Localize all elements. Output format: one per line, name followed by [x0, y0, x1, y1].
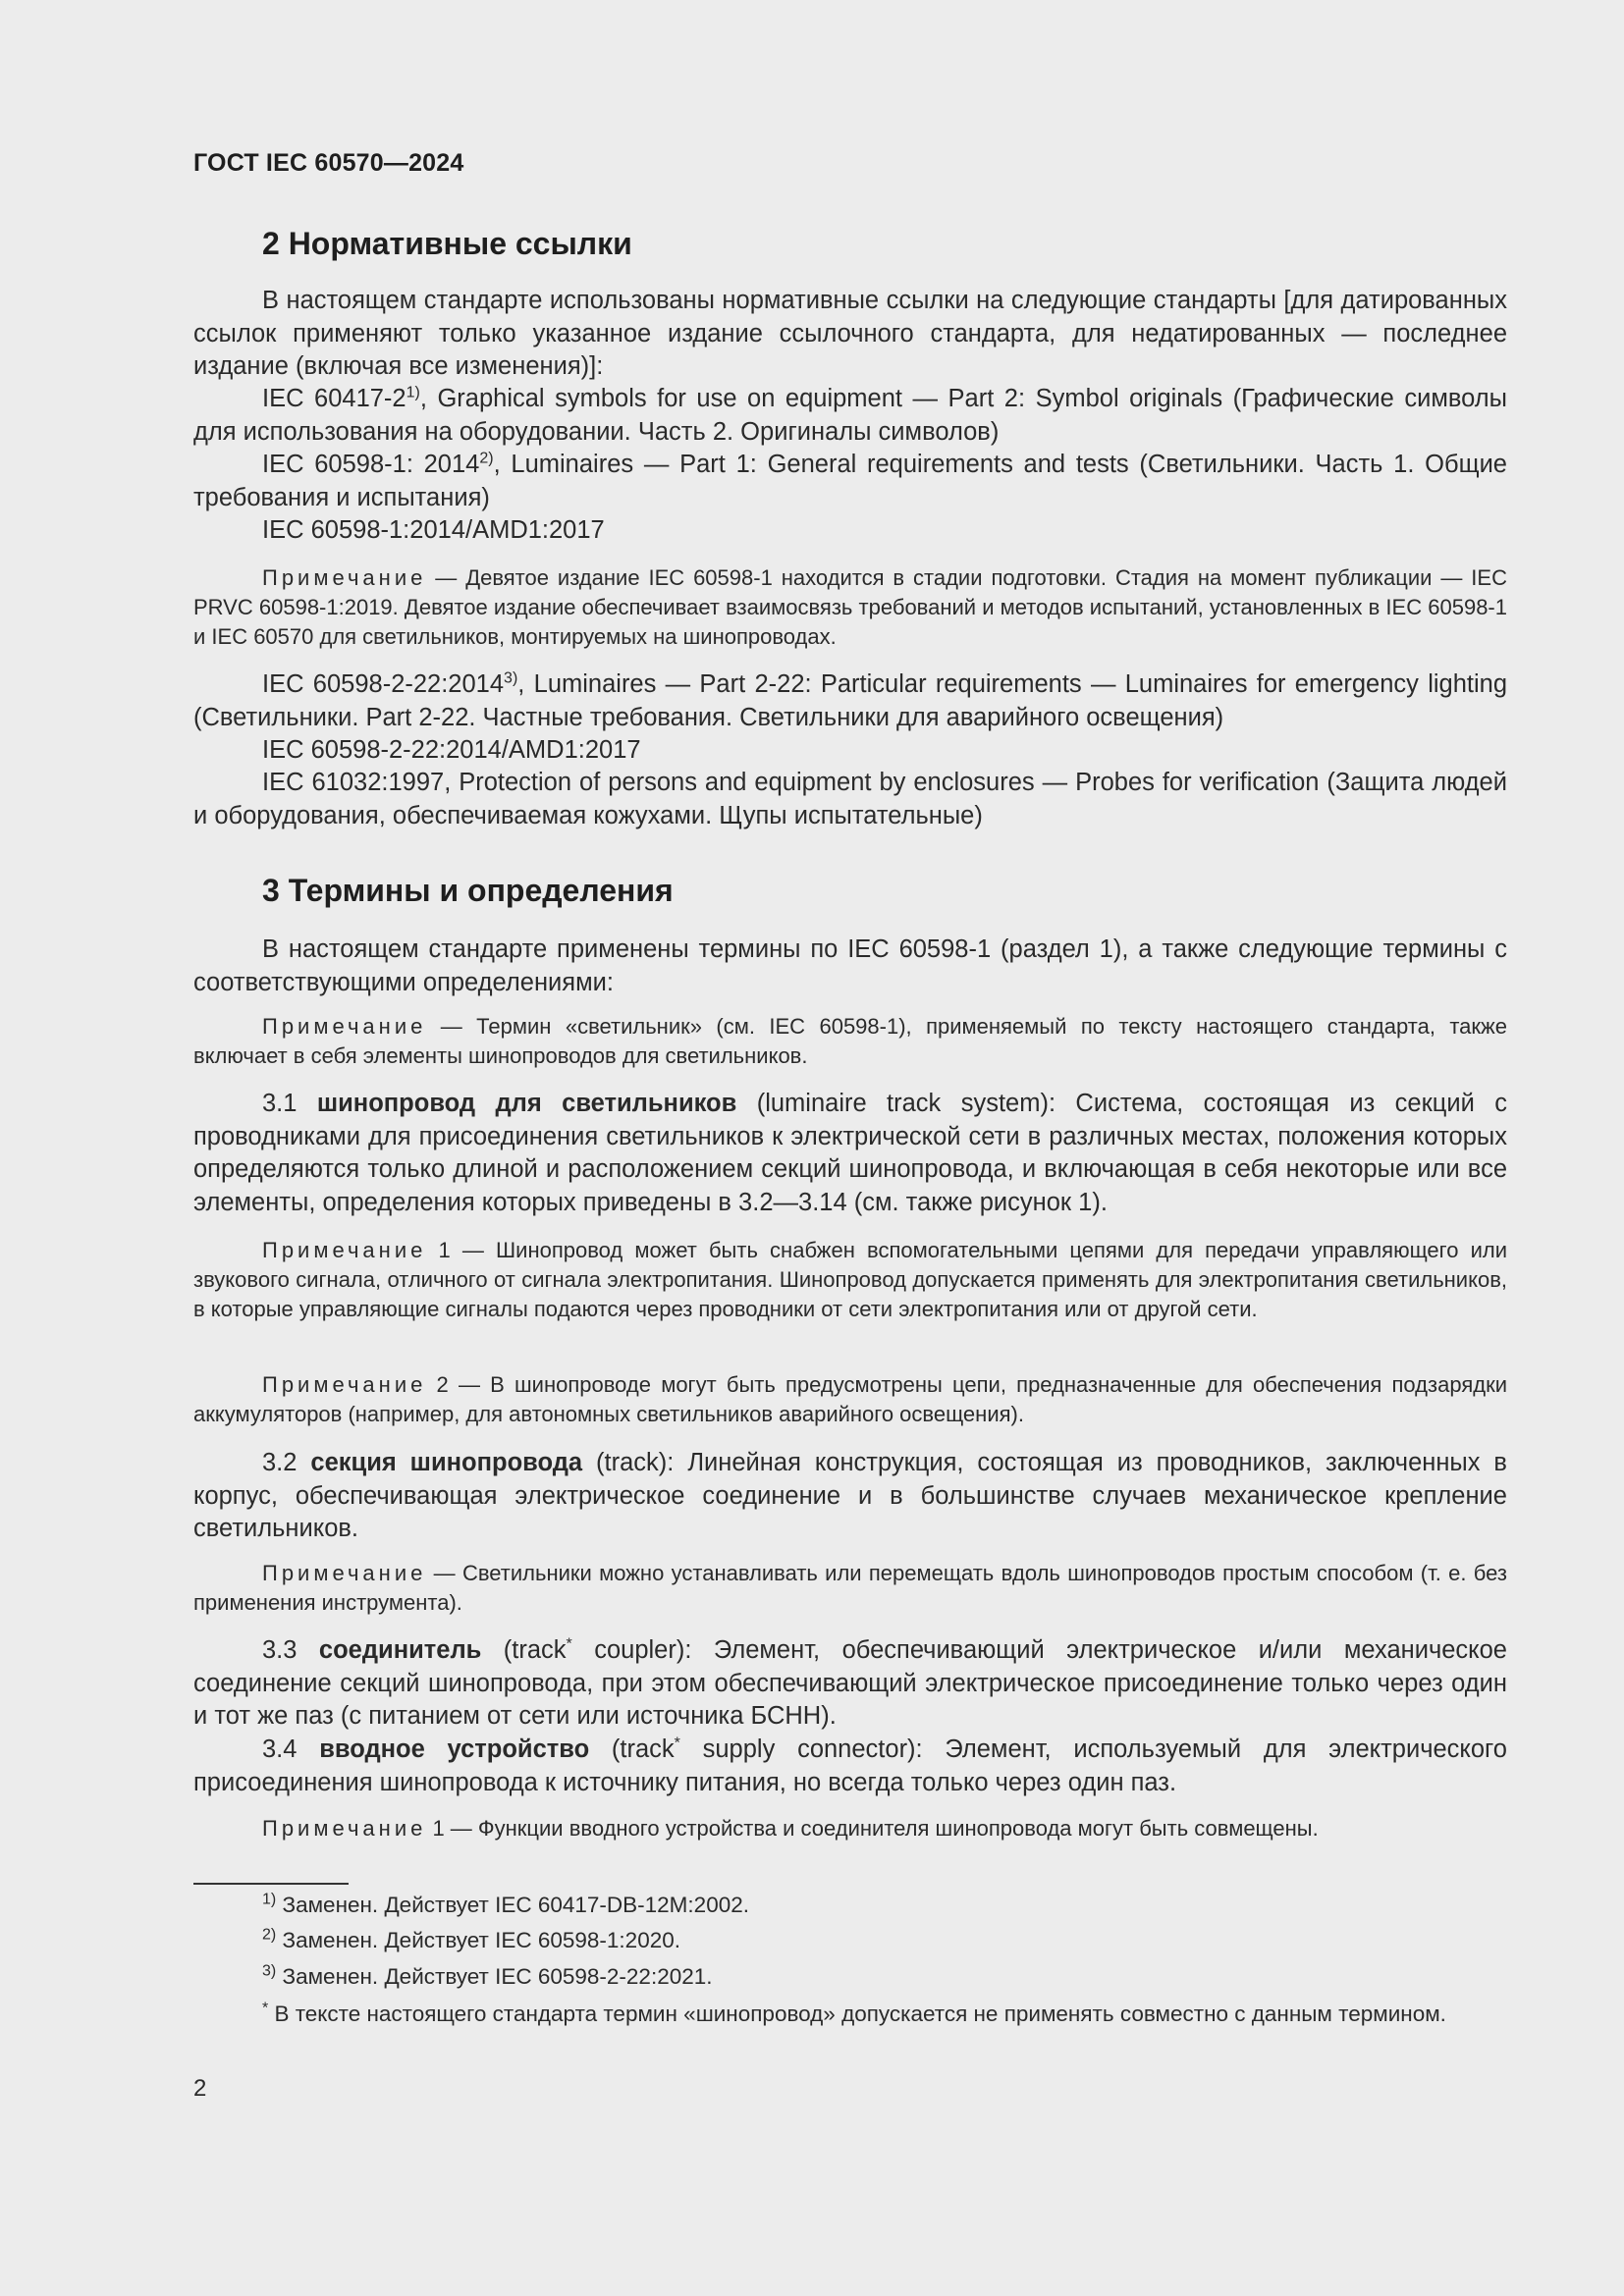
term-name: шинопровод для светильников: [316, 1090, 737, 1117]
footnote-mark: 3): [504, 669, 518, 687]
footnote-mark: 2): [479, 450, 494, 467]
section-3-title: 3 Термины и определения: [262, 873, 674, 908]
footnote-mark: 3): [262, 1962, 277, 1980]
reference-iec-61032: IEC 61032:1997, Protection of persons and equipment by enclosures — Probes for verification (Защита людей и оборудования, обеспечиваемая кожухами. Щупы испытательные): [193, 769, 1507, 829]
footnote-mark: 1): [406, 384, 420, 401]
footnote-divider: [193, 1883, 349, 1885]
note-ninth-edition: [193, 563, 1507, 652]
footnote-text: В тексте настоящего стандарта термин «шинопровод» допускается не применять совместно с данным термином.: [268, 2002, 1446, 2026]
note-label: Примечание: [262, 565, 427, 590]
term-definition: supply connector): Элемент, используемый для электрического присоединения шинопровода к источнику питания, но всегда только через один паз.: [193, 1735, 1507, 1796]
note-text: 2 — В шинопроводе могут быть предусмотрены цепи, предназначенные для обеспечения подзарядки аккумуляторов (например, для автономных светильников аварийного освещения).: [193, 1372, 1507, 1426]
term-number: 3.2: [262, 1449, 311, 1476]
note-label: Примечание: [262, 1372, 427, 1397]
footnote-mark: *: [566, 1635, 572, 1653]
term-number: 3.1: [262, 1090, 317, 1117]
note-luminaire-term: [193, 1012, 1507, 1071]
reference-iec-60598-1: [193, 449, 1507, 514]
footnote-text: Заменен. Действует IEC 60417-DB-12M:2002.: [276, 1893, 749, 1917]
term-number: 3.3: [262, 1636, 319, 1664]
footnote-text: Заменен. Действует IEC 60598-1:2020.: [276, 1928, 680, 1952]
ref-code: IEC 60598-2-22:2014: [262, 670, 505, 698]
footnote-mark: *: [262, 2000, 269, 2017]
note-label: Примечание: [262, 1816, 427, 1841]
term-definition-pre: (track: [589, 1735, 675, 1763]
note-text: — Девятое издание IEC 60598-1 находится в стадии подготовки. Стадия на момент публикации — IEC PRVC 60598-1:2019. Девятое издание обеспечивает взаимосвязь требований и методов испытаний, установленных в IEC 60598-1 и IEC 60570 для светильников, монтируемых на шинопроводах.: [193, 565, 1507, 649]
footnote-mark: 1): [262, 1891, 277, 1908]
term-3-2: [193, 1447, 1507, 1546]
term-definition: coupler): Элемент, обеспечивающий электрическое и/или механическое соединение секций шинопровода, при этом обеспечивающий электрическое присоединение только через один и тот же паз (с питанием от сети или источника БСНН).: [193, 1636, 1507, 1730]
term-3-4: [193, 1734, 1507, 1799]
footnote-2: [193, 1926, 1507, 1955]
ref-code: IEC 60598-1: 2014: [262, 451, 480, 478]
term-number: 3.4: [262, 1735, 320, 1763]
ref-text: , Luminaires — Part 1: General requirements and tests (Светильники. Часть 1. Общие требования и испытания): [193, 451, 1507, 511]
note-text: — Светильники можно устанавливать или перемещать вдоль шинопроводов простым способом (т. е. без применения инструмента).: [193, 1561, 1507, 1615]
ref-code: IEC 60417-2: [262, 385, 406, 412]
term-name: соединитель: [318, 1636, 482, 1664]
section-2-intro: В настоящем стандарте использованы нормативные ссылки на следующие стандарты [для датированных ссылок применяют только указанное издание ссылочного стандарта, для недатированных — последнее издание (включая все изменения)]:: [193, 287, 1507, 380]
note-3-4-1: [193, 1814, 1507, 1843]
note-3-1-2: [193, 1370, 1507, 1429]
reference-iec-60598-2-22: [193, 668, 1507, 734]
footnote-mark: 2): [262, 1926, 277, 1944]
term-3-1: [193, 1088, 1507, 1219]
section-3-intro: В настоящем стандарте применены термины по IEC 60598-1 (раздел 1), а также следующие термины с соответствующими определениями:: [193, 935, 1507, 996]
term-3-3: [193, 1634, 1507, 1734]
ref-text: , Luminaires — Part 2-22: Particular requirements — Luminaires for emergency lighting (Светильники. Part 2-22. Частные требования. Светильники для аварийного освещения): [193, 670, 1507, 731]
note-text: — Термин «светильник» (см. IEC 60598-1), применяемый по тексту настоящего стандарта, также включает в себя элементы шинопроводов для светильников.: [193, 1014, 1507, 1068]
reference-iec-60598-1-amd1: IEC 60598-1:2014/AMD1:2017: [262, 516, 605, 544]
footnote-mark: *: [674, 1735, 680, 1752]
term-definition-pre: (track: [481, 1636, 567, 1664]
term-name: секция шинопровода: [310, 1449, 583, 1476]
term-name: вводное устройство: [319, 1735, 590, 1763]
note-text: 1 — Шинопровод может быть снабжен вспомогательными цепями для передачи управляющего или звукового сигнала, отличного от сигнала электропитания. Шинопровод допускается применять для электропитания светильников, в которые управляющие сигналы подаются через проводники от сети электропитания или от другой сети.: [193, 1238, 1507, 1321]
reference-iec-60598-2-22-amd1: IEC 60598-2-22:2014/AMD1:2017: [262, 736, 641, 764]
note-text: 1 — Функции вводного устройства и соединителя шинопровода могут быть совмещены.: [426, 1816, 1319, 1841]
note-3-1-1: [193, 1236, 1507, 1324]
note-3-2: [193, 1559, 1507, 1618]
page-number: 2: [193, 2075, 207, 2102]
note-label: Примечание: [262, 1014, 427, 1039]
footnote-3: [193, 1962, 1507, 1992]
footnote-star: [193, 2000, 1507, 2029]
section-2-title: 2 Нормативные ссылки: [262, 226, 632, 261]
note-label: Примечание: [262, 1561, 427, 1585]
term-definition: (track): Линейная конструкция, состоящая из проводников, заключенных в корпус, обеспечивающая электрическое соединение и в большинстве случаев механическое крепление светильников.: [193, 1449, 1507, 1542]
standard-designation: ГОСТ IEC 60570—2024: [193, 149, 464, 177]
footnote-text: Заменен. Действует IEC 60598-2-22:2021.: [276, 1964, 713, 1989]
term-definition: (luminaire track system): Система, состоящая из секций с проводниками для присоединения светильников к электрической сети в различных местах, положения которых определяются только длиной и расположением секций шинопровода, и включающая в себя некоторые или все элементы, определения которых приведены в 3.2—3.14 (см. также рисунок 1).: [193, 1090, 1507, 1216]
note-label: Примечание: [262, 1238, 427, 1262]
ref-text: , Graphical symbols for use on equipment — Part 2: Symbol originals (Графические символы для использования на оборудовании. Часть 2. Оригиналы символов): [193, 385, 1507, 446]
footnote-1: [193, 1891, 1507, 1920]
reference-iec-60417-2: [193, 383, 1507, 449]
